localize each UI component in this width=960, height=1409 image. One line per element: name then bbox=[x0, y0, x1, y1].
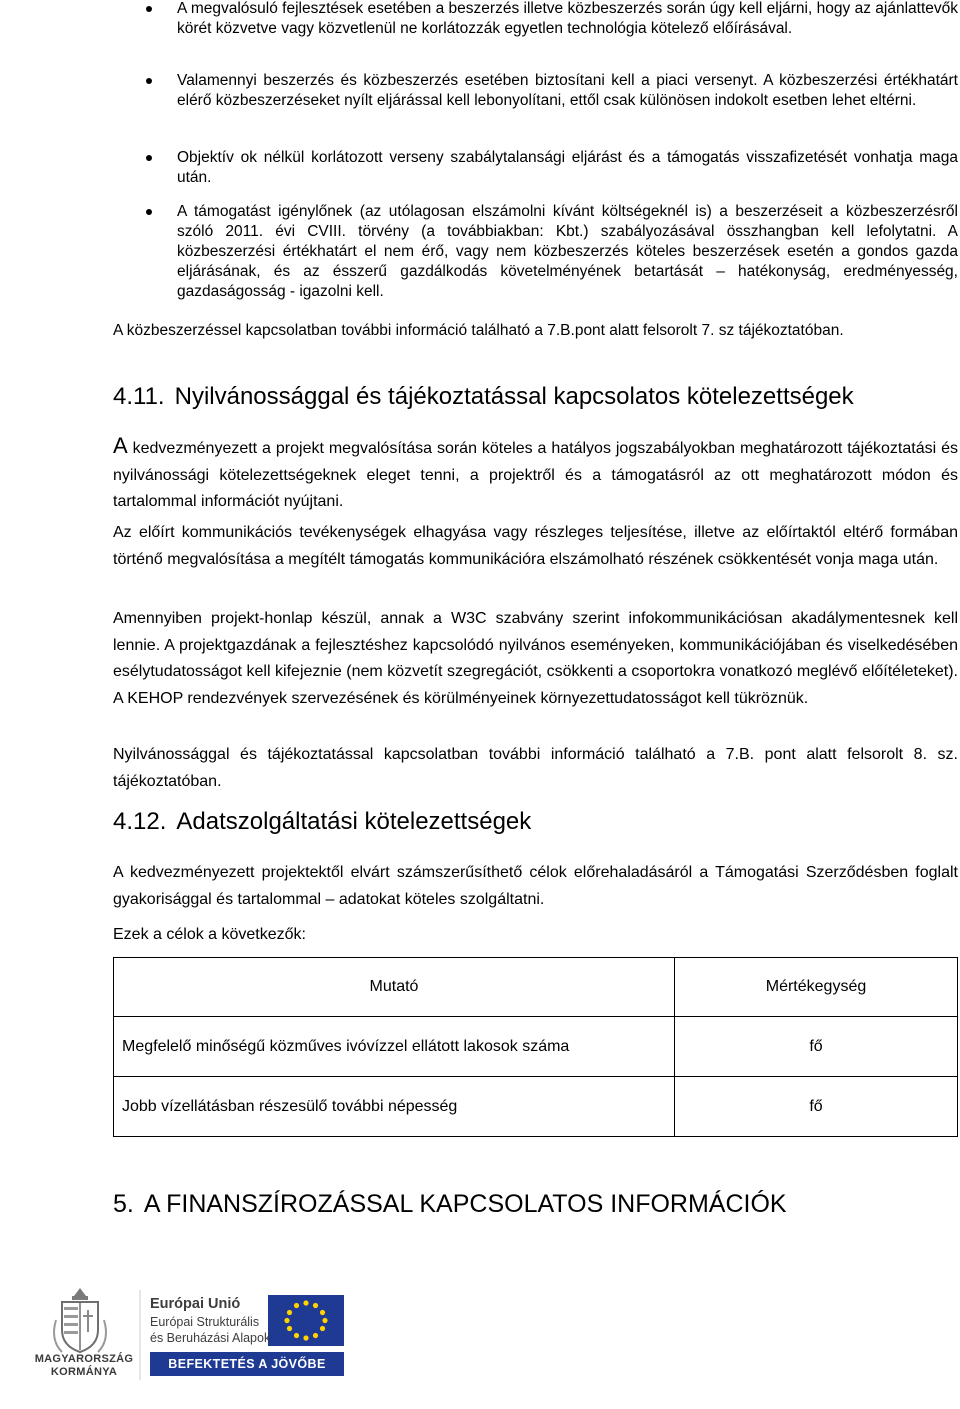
banner-text: BEFEKTETÉS A JÖVŐBE bbox=[168, 1357, 326, 1371]
eu-flag-icon bbox=[268, 1295, 344, 1346]
paragraph: Nyilvánossággal és tájékoztatással kapcsolatban további információ található a 7.B. pont alatt felsorolt 8. sz. tájékoztatóban. bbox=[113, 746, 958, 790]
hungarian-coat-of-arms-icon bbox=[54, 1288, 106, 1352]
list-item: A megvalósuló fejlesztések esetében a beszerzés illetve közbeszerzés során úgy kell eljárni, hogy az ajánlattevők körét közvetve vagy közvetlenül ne korlátozzák egyetlen technológia kötelező előírásával. bbox=[177, 0, 958, 39]
list-item: Objektív ok nélkül korlátozott verseny szabálytalansági eljárást és a támogatás visszafizetését vonhatja maga után. bbox=[177, 148, 958, 188]
section-heading-4-12 bbox=[113, 808, 531, 836]
chapter-heading-5 bbox=[113, 1188, 787, 1220]
procurement-note: A közbeszerzéssel kapcsolatban további információ található a 7.B.pont alatt felsorolt 7. sz tájékoztatóban. bbox=[113, 322, 844, 339]
section-heading-4-11 bbox=[113, 383, 854, 411]
paragraph: Ezek a célok a következők: bbox=[113, 926, 306, 943]
list-item: Valamennyi beszerzés és közbeszerzés esetében biztosítani kell a piaci versenyt. A közbeszerzési értékhatárt elérő közbeszerzéseket nyílt eljárással kell lebonyolítani, ettől csak különösen indokolt esetben lehet eltérni. bbox=[177, 71, 958, 111]
initial-letter: A bbox=[113, 433, 128, 458]
table-header-cell: Mértékegység bbox=[675, 958, 958, 1017]
bullet-icon bbox=[146, 78, 152, 84]
paragraph: A kedvezményezett a projekt megvalósítása során köteles a hatályos jogszabályokban meghatározott tájékoztatási és nyilvánossági kötelezettségeknek eleget tenni, a projektről és a támogatásról az ott meghatározott módon és tartalommal információt nyújtani. bbox=[113, 433, 958, 510]
footer-logos bbox=[0, 1280, 960, 1409]
table-cell: Jobb vízellátásban részesülő további népesség bbox=[114, 1077, 675, 1137]
paragraph: A kedvezményezett projektektől elvárt számszerűsíthető célok előrehaladásáról a Támogatási Szerződésben foglalt gyakorisággal és tartalommal – adatokat köteles szolgáltatni. bbox=[113, 864, 958, 908]
paragraph: Az előírt kommunikációs tevékenységek elhagyása vagy részleges teljesítése, illetve az előírtaktól eltérő formában történő megvalósítása a megítélt támogatás kommunikációra elszámolható részének csökkentését vonja maga után. bbox=[113, 524, 958, 568]
section-title: Adatszolgáltatási kötelezettségek bbox=[176, 808, 532, 835]
indicator-table bbox=[113, 957, 958, 1137]
table-cell: Megfelelő minőségű közműves ivóvízzel ellátott lakosok száma bbox=[114, 1017, 675, 1077]
bullet-icon bbox=[146, 6, 152, 12]
table-header-cell: Mutató bbox=[114, 958, 675, 1017]
section-number: 4.11. bbox=[113, 383, 165, 410]
chapter-number: 5. bbox=[113, 1190, 134, 1218]
chapter-title: A FINANSZÍROZÁSSAL KAPCSOLATOS INFORMÁCIÓK bbox=[143, 1190, 787, 1218]
eu-title: Európai Unió bbox=[150, 1296, 241, 1312]
section-number: 4.12. bbox=[113, 808, 167, 835]
table-cell: fő bbox=[675, 1017, 958, 1077]
list-item: A támogatást igénylőnek (az utólagosan elszámolni kívánt költségeknél is) a beszerzéseit a közbeszerzésről szóló 2011. évi CVIII. törvény (a továbbiakban: Kbt.) szabályozásával összhangban kell lefolytatni. A közbeszerzési értékhatárt el nem érő, vagy nem közbeszerzés köteles beszerzések esetén a gondos gazda eljárásának, és az ésszerű gazdálkodás követelményének betartását – hatékonyság, eredményesség, gazdaságosság - igazolni kell. bbox=[177, 202, 958, 302]
eu-subtitle: és Beruházási Alapok bbox=[150, 1331, 271, 1345]
table-row bbox=[114, 1077, 958, 1137]
bullet-icon bbox=[146, 209, 152, 215]
paragraph: Amennyiben projekt-honlap készül, annak a W3C szabvány szerint infokommunikációsan akadálymentesnek kell lennie. A projektgazdának a fejlesztéshez kapcsolódó nyilvános eseményeken, kommunikációjában és viselkedésében esélytudatosságot kell kifejeznie (nem közvetít szegregációt, csökkenti a csoportokra vonatkozó meglévő előítéleteket). A KEHOP rendezvények szervezésének és körülményeinek környezettudatosságot kell tükröznük. bbox=[113, 610, 958, 707]
table-cell: fő bbox=[675, 1077, 958, 1137]
section-title: Nyilvánossággal és tájékoztatással kapcsolatos kötelezettségek bbox=[174, 383, 854, 410]
government-logo-text: MAGYARORSZÁG KORMÁNYA bbox=[34, 1353, 134, 1378]
bullet-icon bbox=[146, 155, 152, 161]
table-row bbox=[114, 1017, 958, 1077]
eu-subtitle: Európai Strukturális bbox=[150, 1315, 260, 1329]
table-header-row bbox=[114, 958, 958, 1017]
